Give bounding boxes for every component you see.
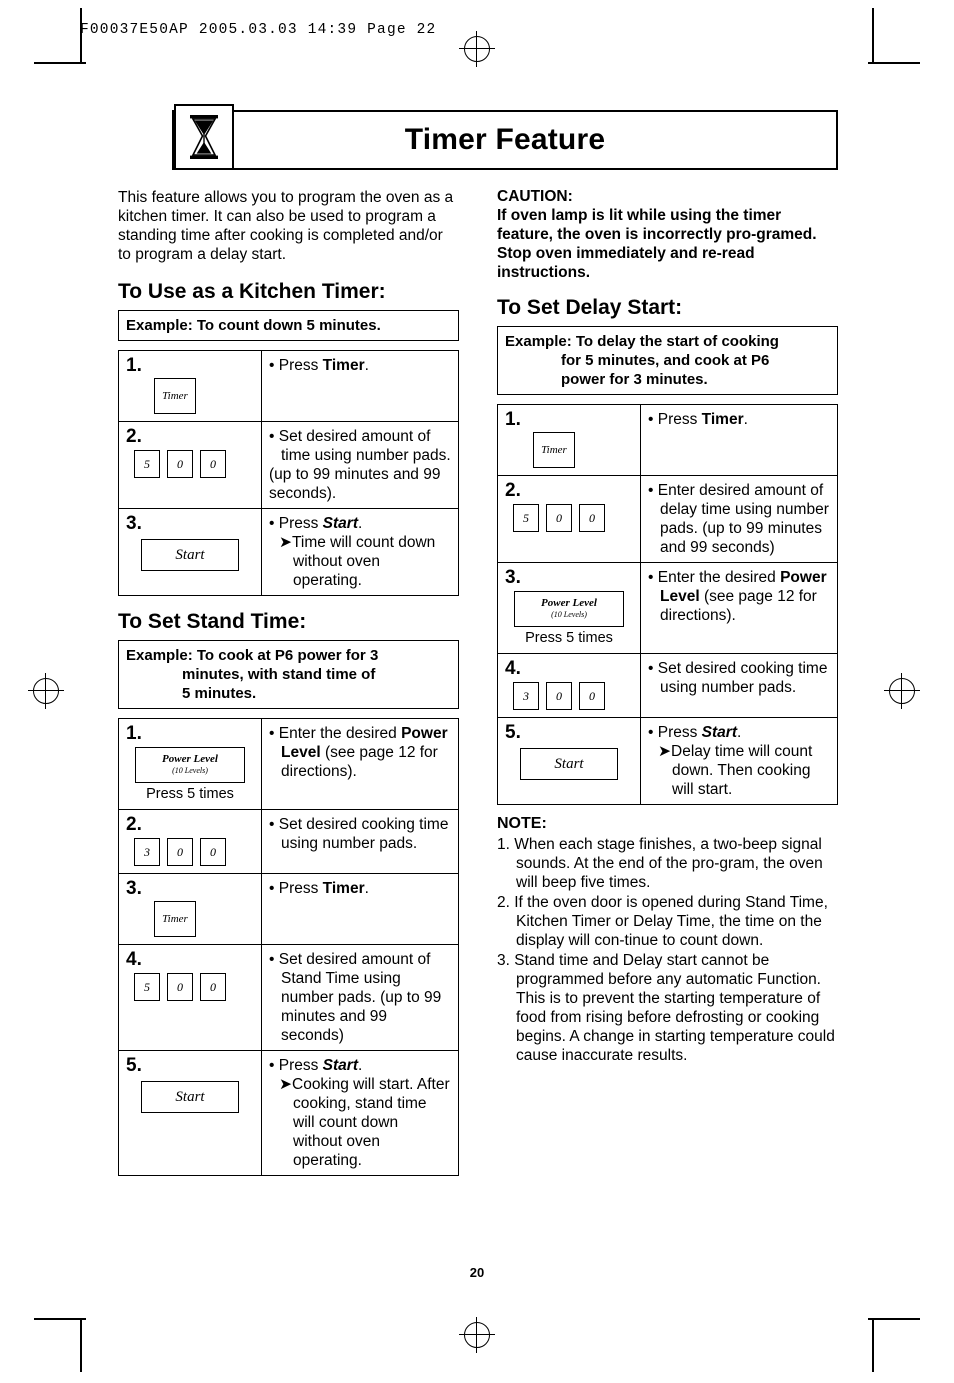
list-item: 2. If the oven door is opened during Stand Time, Kitchen Timer or Delay Time, the time on the display will con-tinue to count down. xyxy=(497,894,828,949)
table-row xyxy=(119,422,459,509)
page-content xyxy=(118,110,838,1176)
step-number: 2. xyxy=(126,814,142,835)
step-number: 1. xyxy=(126,355,142,376)
right-column xyxy=(497,188,838,1176)
step-number: 3. xyxy=(126,878,142,899)
table-row xyxy=(119,719,459,810)
note-list xyxy=(497,835,838,1065)
step-text-cell xyxy=(641,476,838,563)
example-stand-time xyxy=(118,640,459,709)
step-instruction: • Press Start. xyxy=(269,515,363,532)
number-key[interactable]: 3 xyxy=(513,682,539,710)
example-line-3: 5 minutes. xyxy=(182,685,257,702)
step-instruction: • Set desired amount of time using number pads. xyxy=(269,428,451,464)
step-sub-instruction: ➤Time will count down without oven operating. xyxy=(279,534,436,589)
step-text-cell xyxy=(641,563,838,654)
list-item: 3. Stand time and Delay start cannot be programmed before any automatic Function. This is to prevent the starting temperature of food from rising before defrosting or cooking begins. A change in starting temperature could cause inaccurate results. xyxy=(497,952,835,1064)
start-button-icon[interactable]: Start xyxy=(520,748,618,780)
crop-mark-bottom-right-h xyxy=(868,1318,920,1320)
example-kitchen-timer: Example: To count down 5 minutes. xyxy=(118,310,459,341)
table-row xyxy=(119,810,459,874)
registration-mark-top xyxy=(464,36,490,62)
number-key[interactable]: 5 xyxy=(134,450,160,478)
table-row xyxy=(498,718,838,805)
step-text-cell xyxy=(262,874,459,945)
crop-mark-top-left-h xyxy=(34,62,86,64)
number-key[interactable]: 0 xyxy=(546,682,572,710)
timer-button-icon[interactable]: Timer xyxy=(154,901,196,937)
step-number: 4. xyxy=(126,949,142,970)
step-number: 3. xyxy=(126,513,142,534)
registration-mark-right xyxy=(889,678,915,704)
registration-mark-left xyxy=(33,678,59,704)
two-column-body xyxy=(118,188,838,1176)
timer-button-icon[interactable]: Timer xyxy=(154,378,196,414)
step-key-cell xyxy=(498,654,641,718)
step-text-cell xyxy=(262,422,459,509)
number-key[interactable]: 0 xyxy=(200,973,226,1001)
number-key[interactable]: 0 xyxy=(200,838,226,866)
step-text-cell xyxy=(641,405,838,476)
caution-text: If oven lamp is lit while using the timer feature, the oven is incorrectly pro-gramed. Stop oven immediately and re-read instructions. xyxy=(497,207,817,281)
power-level-button-icon[interactable] xyxy=(514,591,624,627)
number-pad-icons[interactable] xyxy=(134,973,254,1001)
heading-stand-time: To Set Stand Time: xyxy=(118,610,307,633)
table-row xyxy=(119,351,459,422)
number-key[interactable]: 0 xyxy=(167,838,193,866)
list-item: 1. When each stage finishes, a two-beep signal sounds. At the end of the pro-gram, the oven will beep five times. xyxy=(497,836,823,891)
step-key-cell xyxy=(119,719,262,810)
number-pad-icons[interactable] xyxy=(513,504,633,532)
number-key[interactable]: 0 xyxy=(579,682,605,710)
step-instruction: • Press Timer. xyxy=(269,880,369,897)
step-instruction: • Press Start. xyxy=(648,724,742,741)
step-key-cell xyxy=(498,718,641,805)
table-row xyxy=(119,874,459,945)
table-row xyxy=(119,1051,459,1176)
step-key-cell xyxy=(119,810,262,874)
steps-table-delay-start xyxy=(497,404,838,805)
step-number: 3. xyxy=(505,567,521,588)
heading-kitchen-timer: To Use as a Kitchen Timer: xyxy=(118,280,386,303)
step-text-cell xyxy=(262,509,459,596)
note-title: NOTE: xyxy=(497,815,547,832)
table-row xyxy=(498,563,838,654)
number-key[interactable]: 5 xyxy=(134,973,160,1001)
power-level-button-icon[interactable] xyxy=(135,747,245,783)
timer-button-icon[interactable]: Timer xyxy=(533,432,575,468)
step-key-cell xyxy=(119,422,262,509)
step-key-cell xyxy=(119,509,262,596)
heading-delay-start: To Set Delay Start: xyxy=(497,296,683,319)
table-row xyxy=(119,509,459,596)
hourglass-icon xyxy=(174,104,234,170)
step-instruction: • Enter the desired Power Level (see page 12 for directions). xyxy=(648,569,827,624)
step-number: 5. xyxy=(126,1055,142,1076)
power-level-label: Power Level xyxy=(541,597,597,609)
number-pad-icons[interactable] xyxy=(134,450,254,478)
crop-mark-top-right-h xyxy=(868,62,920,64)
step-sub-instruction: ➤Delay time will count down. Then cooking will start. xyxy=(658,743,813,798)
step-number: 5. xyxy=(505,722,521,743)
step-instruction: • Press Timer. xyxy=(269,357,369,374)
step-key-cell xyxy=(119,1051,262,1176)
step-key-cell xyxy=(119,945,262,1051)
step-instruction: • Set desired cooking time using number pads. xyxy=(648,660,828,696)
registration-mark-bottom xyxy=(464,1322,490,1348)
step-text-cell xyxy=(262,945,459,1051)
step-instruction: • Enter the desired Power Level (see page 12 for directions). xyxy=(269,725,448,780)
step-number: 2. xyxy=(505,480,521,501)
power-level-sublabel: (10 Levels) xyxy=(172,766,208,775)
step-key-cell xyxy=(119,351,262,422)
step-text-cell xyxy=(262,810,459,874)
number-key[interactable]: 0 xyxy=(167,450,193,478)
table-row xyxy=(498,476,838,563)
step-number: 1. xyxy=(126,723,142,744)
table-row xyxy=(498,654,838,718)
step-instruction-extra: (up to 99 minutes and 99 seconds). xyxy=(269,466,441,502)
table-row xyxy=(119,945,459,1051)
step-instruction: • Enter desired amount of delay time using number pads. (up to 99 minutes and 99 seconds) xyxy=(648,482,829,556)
step-text-cell xyxy=(641,654,838,718)
example-line-2: for 5 minutes, and cook at P6 xyxy=(561,352,770,369)
example-line-3: power for 3 minutes. xyxy=(561,371,708,388)
step-text-cell xyxy=(641,718,838,805)
step-number: 2. xyxy=(126,426,142,447)
power-level-label: Power Level xyxy=(162,753,218,765)
crop-mark-bottom-right-v xyxy=(872,1318,874,1372)
step-key-cell xyxy=(498,405,641,476)
step-number: 4. xyxy=(505,658,521,679)
step-text-cell xyxy=(262,1051,459,1176)
start-button-icon[interactable]: Start xyxy=(141,1081,239,1113)
example-line-1: Example: To cook at P6 power for 3 xyxy=(126,647,379,664)
step-key-cell xyxy=(498,563,641,654)
number-key[interactable]: 3 xyxy=(134,838,160,866)
step-instruction: • Set desired amount of Stand Time using number pads. (up to 99 minutes and 99 seconds) xyxy=(269,951,442,1044)
number-pad-icons[interactable] xyxy=(513,682,633,710)
step-key-cell xyxy=(498,476,641,563)
power-level-sublabel: (10 Levels) xyxy=(551,610,587,619)
number-pad-icons[interactable] xyxy=(134,838,254,866)
crop-mark-bottom-left-h xyxy=(34,1318,86,1320)
example-delay-start xyxy=(497,326,838,395)
crop-mark-top-right-v xyxy=(872,8,874,62)
step-instruction: • Press Start. xyxy=(269,1057,363,1074)
caution-label: CAUTION: xyxy=(497,188,573,205)
number-key[interactable]: 5 xyxy=(513,504,539,532)
number-key[interactable]: 0 xyxy=(579,504,605,532)
table-row xyxy=(498,405,838,476)
page-title: Timer Feature xyxy=(404,123,606,156)
left-column xyxy=(118,188,459,1176)
page-number: 20 xyxy=(469,1265,485,1280)
number-key[interactable]: 0 xyxy=(200,450,226,478)
print-header-text: F00037E50AP 2005.03.03 14:39 Page 22 xyxy=(80,22,437,38)
number-key[interactable]: 0 xyxy=(167,973,193,1001)
page-title-bar xyxy=(172,110,838,170)
number-key[interactable]: 0 xyxy=(546,504,572,532)
step-text-cell xyxy=(262,719,459,810)
step-instruction: • Press Timer. xyxy=(648,411,748,428)
step-instruction: • Set desired cooking time using number pads. xyxy=(269,816,449,852)
steps-table-stand-time xyxy=(118,718,459,1176)
crop-mark-bottom-left-v xyxy=(80,1318,82,1372)
step-sub-instruction: ➤Cooking will start. After cooking, stand time will count down without oven operating. xyxy=(279,1076,450,1169)
press-times-caption: Press 5 times xyxy=(146,786,234,802)
press-times-caption: Press 5 times xyxy=(525,630,613,646)
example-line-1: Example: To delay the start of cooking xyxy=(505,333,779,350)
steps-table-kitchen-timer xyxy=(118,350,459,596)
intro-paragraph: This feature allows you to program the oven as a kitchen timer. It can also be used to program a standing time after cooking is completed and/or to program a delay start. xyxy=(118,189,454,263)
start-button-icon[interactable]: Start xyxy=(141,539,239,571)
example-line-2: minutes, with stand time of xyxy=(182,666,376,683)
step-text-cell xyxy=(262,351,459,422)
step-key-cell xyxy=(119,874,262,945)
step-number: 1. xyxy=(505,409,521,430)
